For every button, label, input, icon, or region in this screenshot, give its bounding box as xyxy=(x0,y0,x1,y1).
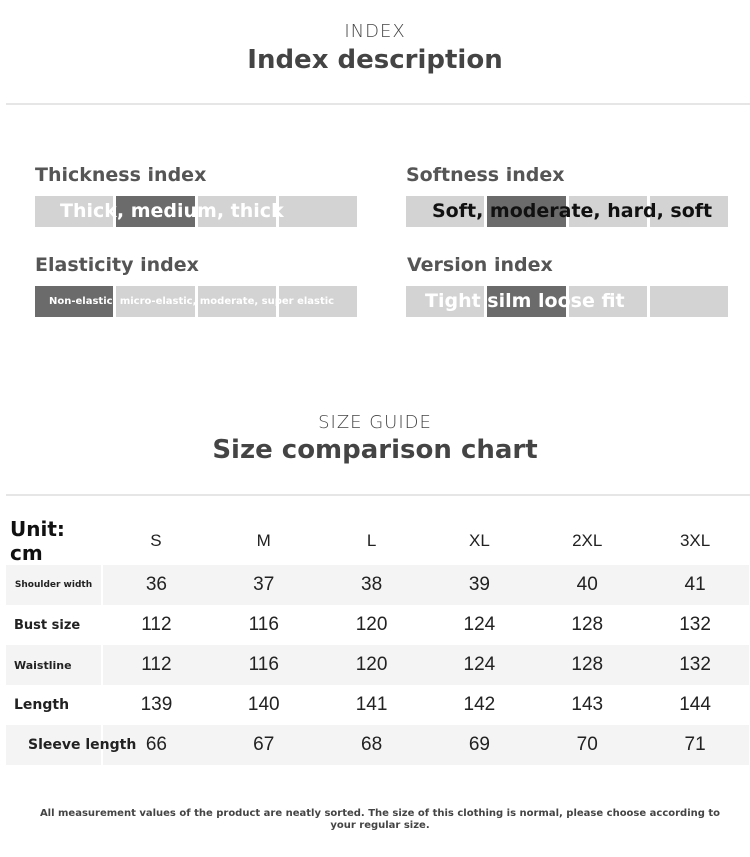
table-cell: 40 xyxy=(533,565,641,605)
footnote: All measurement values of the product are neatly sorted. The size of this clothing is normal, please choose according to your regular size. xyxy=(39,808,721,831)
softness-index-title: Softness index xyxy=(406,164,565,186)
size-header: L xyxy=(366,531,377,550)
table-cell: 41 xyxy=(641,565,749,605)
size-header: 3XL xyxy=(679,531,711,550)
table-cell: 140 xyxy=(247,694,280,715)
size-guide-eyebrow: SIZE GUIDE xyxy=(318,412,432,433)
index-segment xyxy=(650,286,728,317)
size-header: S xyxy=(150,531,162,550)
table-row xyxy=(6,565,749,605)
table-cell: 141 xyxy=(355,694,388,715)
row-label: Length xyxy=(6,685,102,725)
table-cell: 139 xyxy=(140,694,173,715)
table-cell: 120 xyxy=(318,645,426,685)
size-guide-title: Size comparison chart xyxy=(212,435,538,465)
table-cell: 143 xyxy=(571,694,604,715)
table-cell: 112 xyxy=(141,614,172,635)
row-label: Waistline xyxy=(6,645,102,685)
row-label: Bust size xyxy=(6,605,102,645)
thickness-index-bar xyxy=(35,196,357,227)
table-cell: 142 xyxy=(463,694,496,715)
table-cell: 128 xyxy=(533,645,641,685)
table-cell: 66 xyxy=(102,725,210,765)
elasticity-index-bar xyxy=(35,286,357,317)
size-header: XL xyxy=(469,531,490,550)
index-eyebrow: INDEX xyxy=(344,21,406,42)
version-index-text: Tight silm loose fit xyxy=(425,290,625,312)
table-row xyxy=(6,685,749,725)
softness-index-text: Soft, moderate, hard, soft xyxy=(432,200,713,222)
thickness-index-title: Thickness index xyxy=(35,164,207,186)
table-row xyxy=(6,645,749,685)
table-cell: 67 xyxy=(210,725,318,765)
table-cell: 37 xyxy=(210,565,318,605)
table-cell: 38 xyxy=(318,565,426,605)
table-cell: 70 xyxy=(533,725,641,765)
size-header-row xyxy=(6,517,749,565)
table-cell: 71 xyxy=(641,725,749,765)
row-label: Sleeve length xyxy=(6,725,102,765)
table-cell: 36 xyxy=(102,565,210,605)
version-index-title: Version index xyxy=(407,254,553,276)
size-header: M xyxy=(256,531,271,550)
table-cell: 128 xyxy=(571,614,604,635)
divider xyxy=(6,494,750,496)
table-cell: 124 xyxy=(425,645,533,685)
table-row xyxy=(6,725,749,765)
table-cell: 116 xyxy=(248,614,279,635)
table-cell: 68 xyxy=(318,725,426,765)
divider xyxy=(6,103,750,105)
softness-index-bar xyxy=(406,196,728,227)
table-row xyxy=(6,605,749,645)
table-cell: 132 xyxy=(641,645,749,685)
table-cell: 120 xyxy=(355,614,388,635)
thickness-index-text: Thick, medium, thick xyxy=(60,200,284,222)
table-cell: 112 xyxy=(102,645,210,685)
unit-label: Unit: cm xyxy=(10,517,65,565)
table-cell: 69 xyxy=(425,725,533,765)
table-cell: 124 xyxy=(463,614,496,635)
version-index-bar xyxy=(406,286,728,317)
index-title: Index description xyxy=(247,45,503,75)
size-table xyxy=(6,517,750,765)
index-segment xyxy=(279,196,357,227)
elasticity-index-text: Non-elastic, micro-elastic, moderate, super elastic xyxy=(49,296,335,307)
table-cell: 132 xyxy=(679,614,711,635)
table-cell: 116 xyxy=(210,645,318,685)
elasticity-index-title: Elasticity index xyxy=(35,254,199,276)
table-cell: 144 xyxy=(679,694,711,715)
row-label: Shoulder width xyxy=(6,565,102,605)
table-cell: 39 xyxy=(425,565,533,605)
size-header: 2XL xyxy=(572,531,603,550)
